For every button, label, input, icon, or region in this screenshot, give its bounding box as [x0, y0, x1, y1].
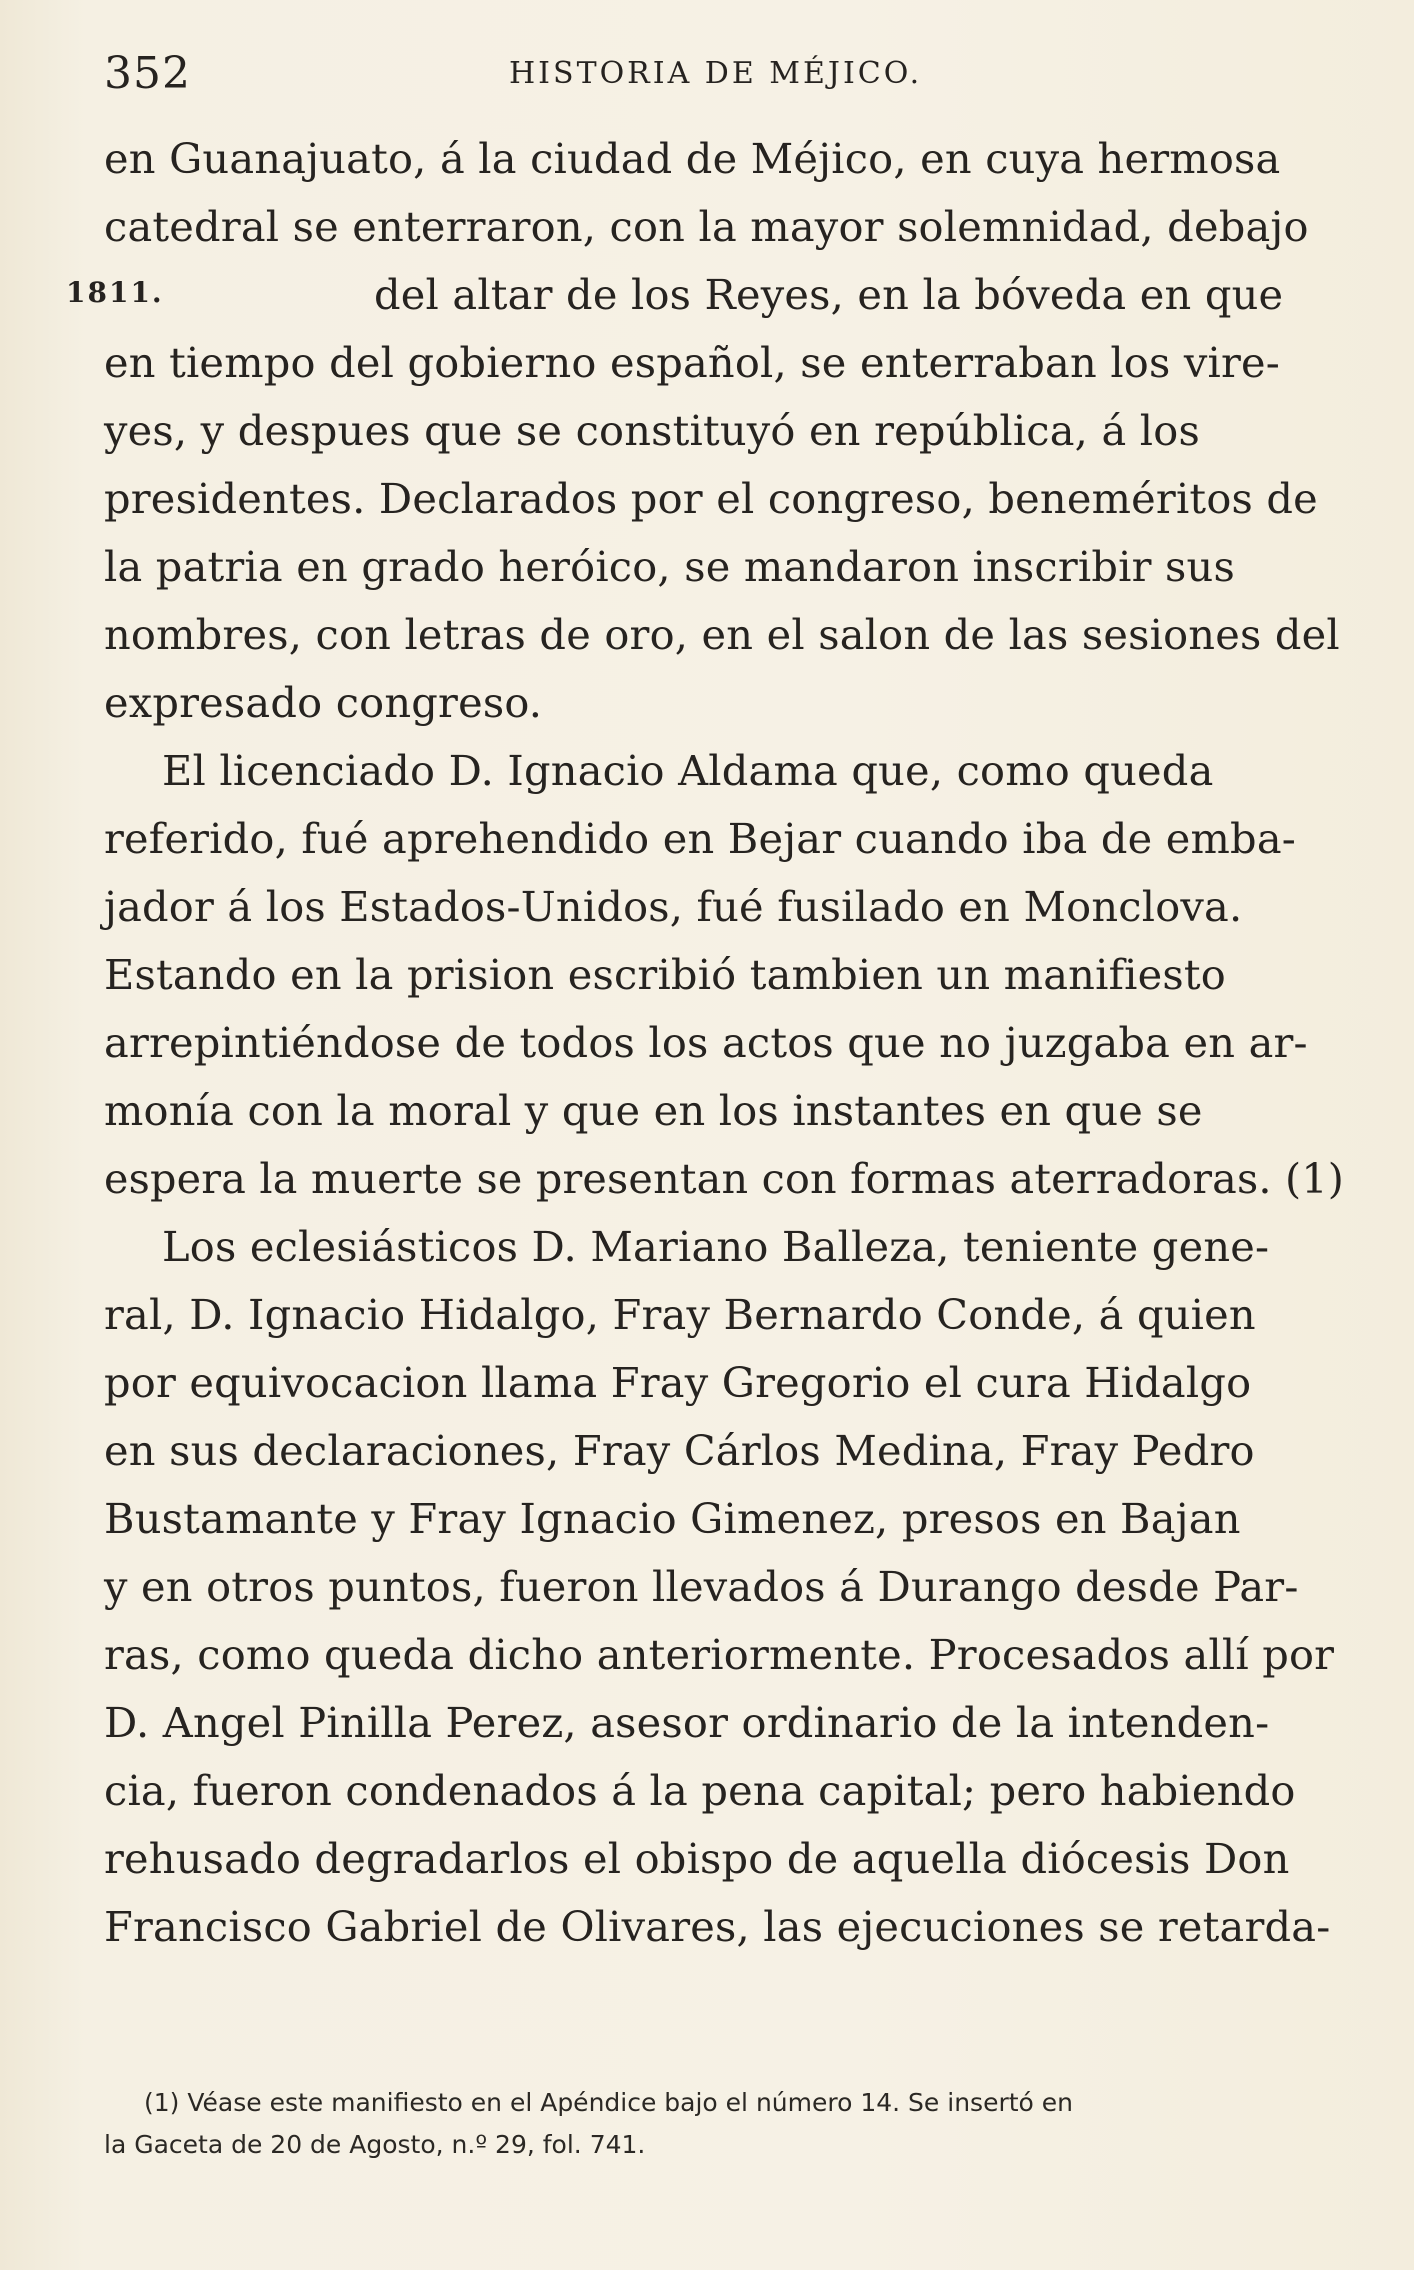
- book-page: 352 HISTORIA DE MÉJICO. en Guanajuato, á la ciudad de Méjico, en cuya hermosa catedral se enterraron, con la mayor solemnidad, debajo 1811. del altar de los Reyes, en la bóveda en que en tiempo del gobierno español, se enterraban los vire- yes, y despues que se constituyó en república, á los presidentes. Declarados por el congreso, beneméritos de la patria en grado heróico, se mandaron inscribir sus nombres, con letras de oro, en el salon de las sesiones del expresado congreso. El licenciado D. Ignacio Aldama que, como queda referido, fué aprehendido en Bejar cuando iba de emba- jador á los Estados-Unidos, fué fusilado en Monclova. Estando en la prision escribió tambien un manifiesto arrepintiéndose de todos los actos que no juzgaba en ar- monía con la moral y que en los instantes en que se espera la muerte se presentan con formas aterradoras. (1) Los eclesiásticos D. Mariano Balleza, teniente gene- ral, D. Ignacio Hidalgo, Fray Bernardo Conde, á quien por equivocacion llama Fray Gregorio el cura Hidalgo en sus declaraciones, Fray Cárlos Medina, Fray Pedro Bustamante y Fray Ignacio Gimenez, presos en Bajan y en otros puntos, fueron llevados á Durango desde Par- ras, como queda dicho anteriormente. Procesados allí por D. Angel Pinilla Perez, asesor ordinario de la intenden- cia, fueron condenados á la pena capital; pero habiendo rehusado degradarlos el obispo de aquella diócesis Don Francisco Gabriel de Olivares, las ejecuciones se retarda- (1) Véase este manifiesto en el Apéndice bajo el número 14. Se insertó en la Gaceta de 20 de Agosto, n.º 29, fol. 741.: [0, 0, 1414, 2270]
- footnote-line: la Gaceta de 20 de Agosto, n.º 29, fol. 741.: [104, 2130, 646, 2159]
- page-number: 352: [104, 48, 191, 99]
- page-header: [104, 46, 1354, 106]
- margin-year: 1811.: [66, 276, 164, 309]
- running-title: HISTORIA DE MÉJICO.: [509, 56, 923, 91]
- footnote-line: (1) Véase este manifiesto en el Apéndice bajo el número 14. Se insertó en: [144, 2088, 1073, 2117]
